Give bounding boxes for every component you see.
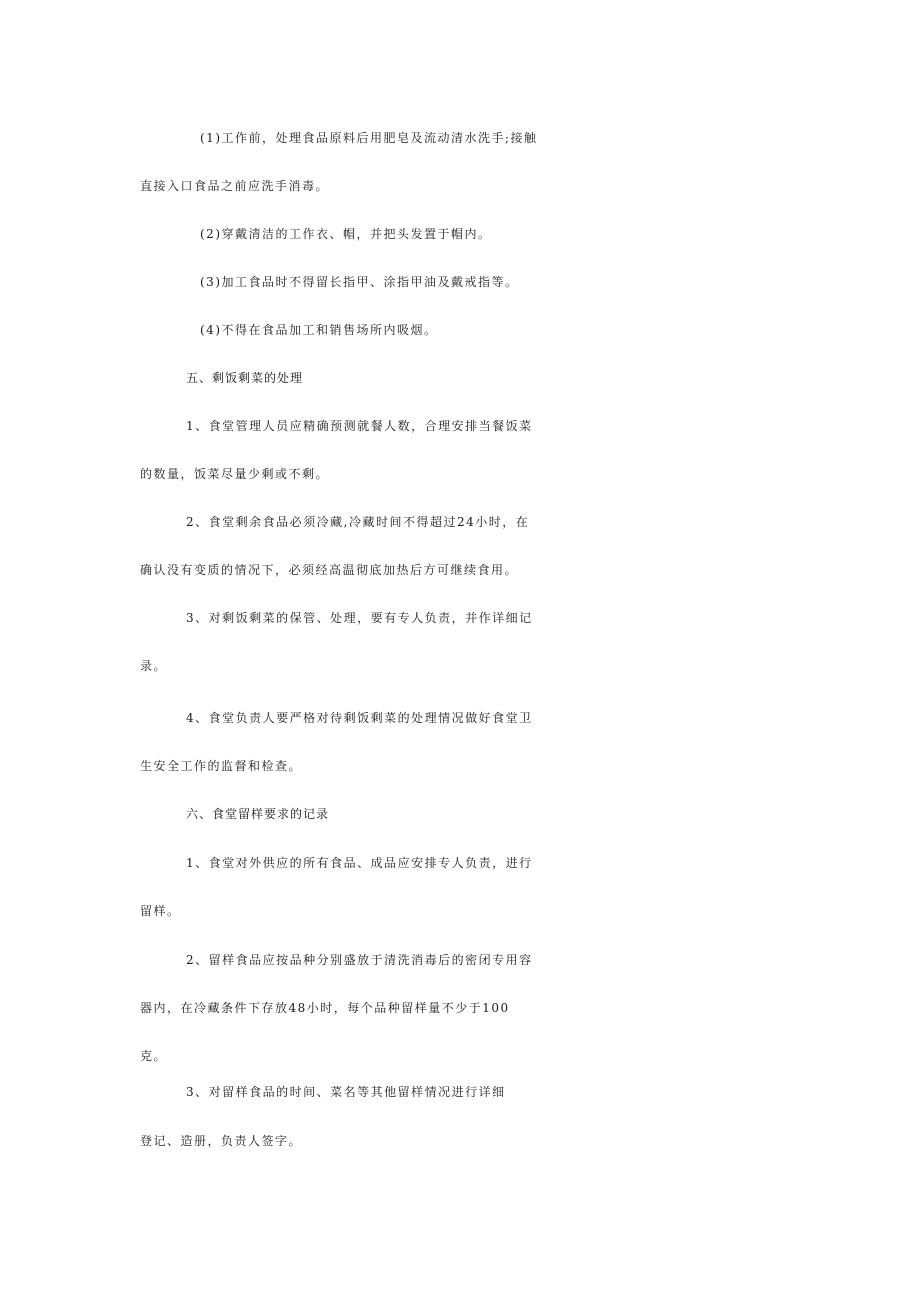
s5-para-1-line-2: 的数量，饭菜尽量少剩或不剩。: [140, 467, 330, 481]
s5-para-2-line-1: 2、食堂剩余食品必须冷藏,冷藏时间不得超过24小时，在: [186, 515, 530, 529]
s5-para-2-line-2: 确认没有变质的情况下，必须经高温彻底加热后方可继续食用。: [140, 563, 519, 577]
section-6-heading: 六、食堂留样要求的记录: [186, 807, 330, 821]
s6-para-2-line-3: 克。: [140, 1049, 168, 1063]
s6-para-2-line-1: 2、留样食品应按品种分别盛放于清洗消毒后的密闭专用容: [186, 953, 533, 967]
s6-para-3-line-1: 3、对留样食品的时间、菜名等其他留样情况进行详细: [186, 1085, 506, 1099]
s5-para-3-line-1: 3、对剩饭剩菜的保管、处理，要有专人负责，并作详细记: [186, 611, 533, 625]
item-3: (3)加工食品时不得留长指甲、涂指甲油及戴戒指等。: [200, 275, 519, 289]
item-2: (2)穿戴清洁的工作衣、帽，并把头发置于帽内。: [200, 227, 492, 241]
s5-para-1-line-1: 1、食堂管理人员应精确预测就餐人数，合理安排当餐饭菜: [186, 419, 533, 433]
s5-para-4-line-1: 4、食堂负责人要严格对待剩饭剩菜的处理情况做好食堂卫: [186, 711, 533, 725]
s5-para-3-line-2: 录。: [140, 659, 168, 673]
item-1-line-2: 直接入口食品之前应洗手消毒。: [140, 179, 330, 193]
s6-para-2-line-2: 器内，在冷藏条件下存放48小时，每个品种留样量不少于100: [140, 1001, 510, 1015]
s6-para-3-line-2: 登记、造册，负责人签字。: [140, 1134, 303, 1148]
item-4: (4)不得在食品加工和销售场所内吸烟。: [200, 323, 438, 337]
s5-para-4-line-2: 生安全工作的监督和检查。: [140, 759, 303, 773]
section-5-heading: 五、剩饭剩菜的处理: [186, 371, 304, 385]
s6-para-1-line-1: 1、食堂对外供应的所有食品、成品应安排专人负责，进行: [186, 856, 533, 870]
item-1-line-1: (1)工作前，处理食品原料后用肥皂及流动清水洗手;接触: [200, 131, 538, 145]
s6-para-1-line-2: 留样。: [140, 904, 181, 918]
